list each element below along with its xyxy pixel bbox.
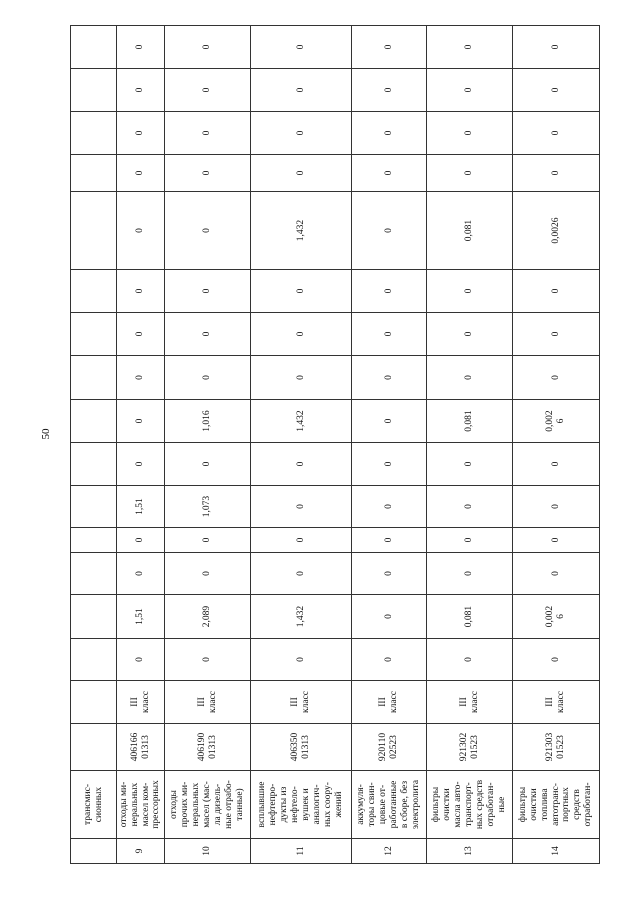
value-cell: 0: [427, 639, 513, 681]
value-cell: 0: [251, 639, 352, 681]
waste-code-cell: 406350 01313: [251, 724, 352, 771]
value-cell: 0: [251, 270, 352, 313]
value-cell: 0: [165, 26, 251, 69]
table-row: [513, 26, 600, 864]
waste-name-cell: аккумуля- торы свин- цовые от- работанные в сборе, без электролита: [352, 771, 427, 839]
value-cell: 0: [427, 26, 513, 69]
hazard-class-cell: III класс: [251, 681, 352, 724]
value-cell: 0: [427, 443, 513, 486]
header-empty-cell: [71, 486, 117, 528]
value-cell: 1,51: [117, 486, 165, 528]
header-empty-cell: [71, 553, 117, 595]
value-cell: 0: [352, 553, 427, 595]
value-cell: 0: [513, 356, 600, 400]
value-cell: 0: [513, 69, 600, 112]
value-cell: 0: [352, 443, 427, 486]
value-cell: 0: [513, 270, 600, 313]
table-row: [352, 26, 427, 864]
header-empty-cell: [71, 595, 117, 639]
value-cell: 0: [427, 486, 513, 528]
header-empty-cell: [71, 26, 117, 69]
value-cell: 0: [251, 155, 352, 192]
header-empty-cell: [71, 313, 117, 356]
value-cell: 0: [352, 192, 427, 270]
value-cell: 0: [513, 553, 600, 595]
waste-table: [70, 25, 600, 864]
header-empty-cell: [71, 443, 117, 486]
waste-name-cell: отходы ми- неральных масел ком- прессорных: [117, 771, 165, 839]
value-cell: 0: [352, 528, 427, 553]
value-cell: 0: [117, 112, 165, 155]
header-empty-cell: [71, 639, 117, 681]
value-cell: 0: [165, 313, 251, 356]
value-cell: 0: [251, 443, 352, 486]
value-cell: 0: [513, 26, 600, 69]
value-cell: 1,51: [117, 595, 165, 639]
value-cell: 0: [117, 155, 165, 192]
value-cell: 0: [352, 112, 427, 155]
value-cell: 0: [352, 356, 427, 400]
value-cell: 0: [165, 69, 251, 112]
value-cell: 0: [427, 553, 513, 595]
rotated-table-wrapper: [70, 27, 594, 864]
header-empty-cell: [71, 69, 117, 112]
value-cell: 0: [352, 270, 427, 313]
value-cell: 0: [251, 26, 352, 69]
value-cell: 0: [251, 528, 352, 553]
value-cell: 0: [427, 528, 513, 553]
value-cell: 0: [427, 270, 513, 313]
value-cell: 0: [427, 356, 513, 400]
header-empty-cell: [71, 192, 117, 270]
waste-code-cell: 920110 02523: [352, 724, 427, 771]
row-number-cell: 9: [117, 839, 165, 864]
value-cell: 0: [427, 112, 513, 155]
value-cell: 0: [513, 112, 600, 155]
value-cell: 0: [165, 443, 251, 486]
value-cell: 0: [513, 639, 600, 681]
hazard-class-cell: III класс: [165, 681, 251, 724]
value-cell: 0: [513, 155, 600, 192]
table-header-row: [71, 26, 117, 864]
value-cell: 0: [427, 69, 513, 112]
value-cell: 0: [352, 400, 427, 443]
waste-code-cell: 406190 01313: [165, 724, 251, 771]
waste-name-cell: фильтры очистки топлива автотранс- портных средств отработан-: [513, 771, 600, 839]
value-cell: 0: [352, 639, 427, 681]
hazard-class-cell: III класс: [427, 681, 513, 724]
hazard-class-cell: III класс: [352, 681, 427, 724]
row-number-cell: 10: [165, 839, 251, 864]
value-cell: 0: [117, 69, 165, 112]
value-cell: 0: [117, 400, 165, 443]
header-empty-cell: [71, 356, 117, 400]
value-cell: 0: [165, 192, 251, 270]
value-cell: 0: [352, 155, 427, 192]
header-empty-cell: [71, 681, 117, 724]
header-name-cell: трансмис- сионных: [71, 771, 117, 839]
value-cell: 0: [165, 356, 251, 400]
header-num-cell: [71, 839, 117, 864]
header-empty-cell: [71, 528, 117, 553]
value-cell: 0: [251, 486, 352, 528]
value-cell: 0,081: [427, 192, 513, 270]
value-cell: 0: [513, 486, 600, 528]
row-number-cell: 11: [251, 839, 352, 864]
value-cell: 0,002 6: [513, 595, 600, 639]
value-cell: 0: [352, 486, 427, 528]
waste-code-cell: 406166 01313: [117, 724, 165, 771]
row-number-cell: 14: [513, 839, 600, 864]
row-number-cell: 12: [352, 839, 427, 864]
value-cell: 0: [352, 69, 427, 112]
value-cell: 0,002 6: [513, 400, 600, 443]
value-cell: 0: [117, 270, 165, 313]
value-cell: 1,073: [165, 486, 251, 528]
header-empty-cell: [71, 724, 117, 771]
page-number: 50: [40, 428, 52, 440]
value-cell: 0: [513, 313, 600, 356]
value-cell: 0: [165, 553, 251, 595]
header-empty-cell: [71, 400, 117, 443]
value-cell: 2,089: [165, 595, 251, 639]
value-cell: 0: [117, 26, 165, 69]
header-empty-cell: [71, 270, 117, 313]
value-cell: 0: [165, 155, 251, 192]
value-cell: 0: [352, 26, 427, 69]
value-cell: 0: [117, 313, 165, 356]
value-cell: 1,432: [251, 595, 352, 639]
value-cell: 0: [251, 313, 352, 356]
value-cell: 0: [427, 155, 513, 192]
value-cell: 0: [165, 270, 251, 313]
value-cell: 0: [352, 595, 427, 639]
value-cell: 0: [117, 553, 165, 595]
table-row: [251, 26, 352, 864]
waste-name-cell: фильтры очистки масла авто- транспорт- ных средств отработан- ные: [427, 771, 513, 839]
value-cell: 0: [513, 528, 600, 553]
value-cell: 0: [251, 356, 352, 400]
value-cell: 0: [513, 443, 600, 486]
hazard-class-cell: III класс: [117, 681, 165, 724]
value-cell: 1,432: [251, 400, 352, 443]
value-cell: 0: [352, 313, 427, 356]
value-cell: 0,081: [427, 400, 513, 443]
value-cell: 0,0026: [513, 192, 600, 270]
value-cell: 0: [117, 356, 165, 400]
value-cell: 0: [251, 112, 352, 155]
value-cell: 1,016: [165, 400, 251, 443]
value-cell: 0,081: [427, 595, 513, 639]
waste-code-cell: 921303 01523: [513, 724, 600, 771]
value-cell: 0: [427, 313, 513, 356]
value-cell: 0: [117, 528, 165, 553]
table-row: [165, 26, 251, 864]
header-empty-cell: [71, 155, 117, 192]
value-cell: 0: [117, 192, 165, 270]
value-cell: 0: [165, 112, 251, 155]
row-number-cell: 13: [427, 839, 513, 864]
value-cell: 0: [251, 553, 352, 595]
value-cell: 0: [165, 528, 251, 553]
table-row: [117, 26, 165, 864]
value-cell: 0: [251, 69, 352, 112]
value-cell: 0: [165, 639, 251, 681]
value-cell: 0: [117, 443, 165, 486]
header-empty-cell: [71, 112, 117, 155]
waste-name-cell: отходы прочих ми- неральных масел (мас- ла дизель- ные отрабо- танные): [165, 771, 251, 839]
waste-code-cell: 921302 01523: [427, 724, 513, 771]
value-cell: 1,432: [251, 192, 352, 270]
table-row: [427, 26, 513, 864]
value-cell: 0: [117, 639, 165, 681]
waste-name-cell: всплывшие нефтепро- дукты из нефтело- вушек и аналогич- ных соору- жений: [251, 771, 352, 839]
hazard-class-cell: III класс: [513, 681, 600, 724]
